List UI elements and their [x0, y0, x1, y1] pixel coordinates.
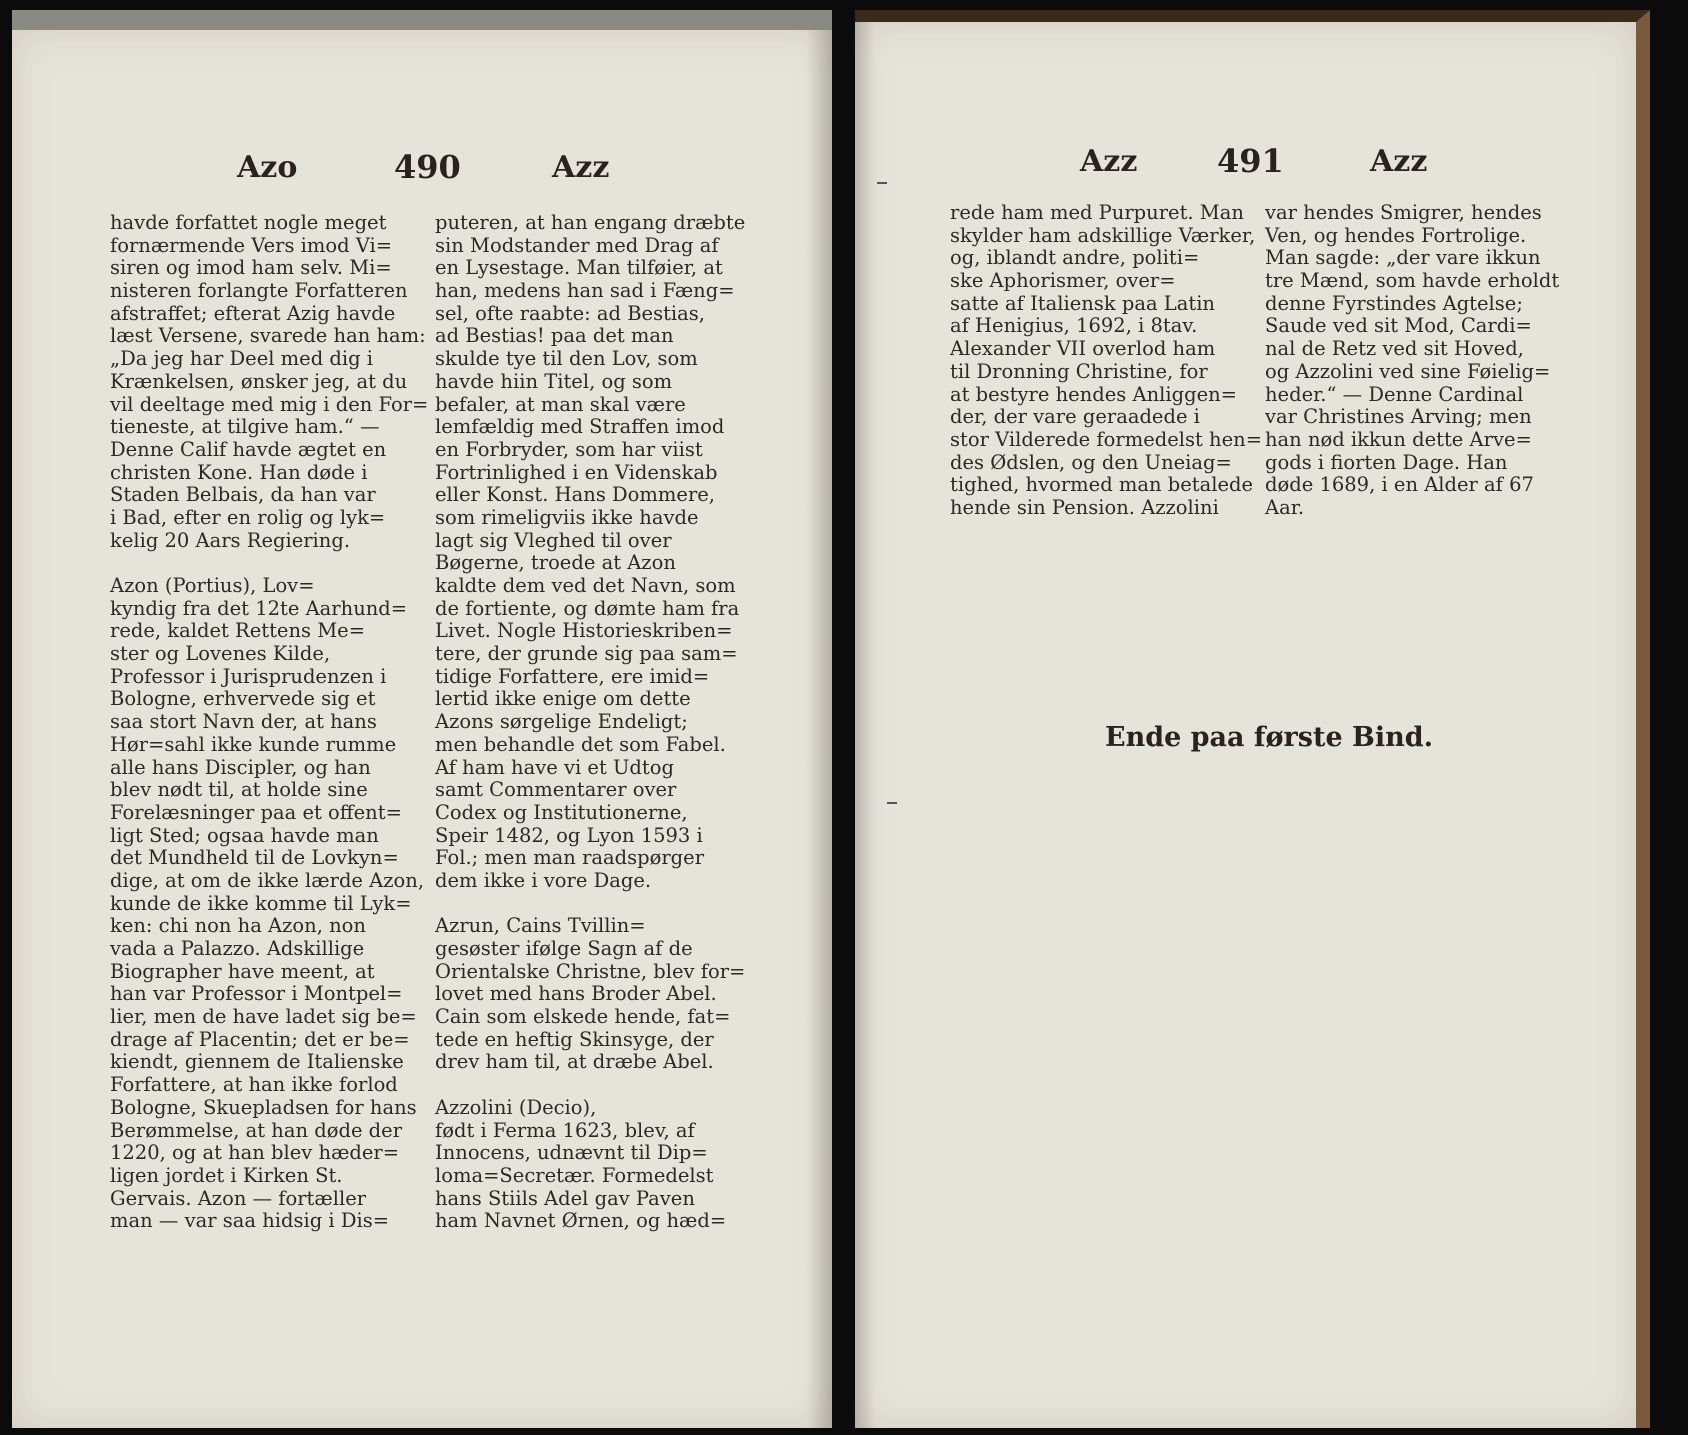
text-line: Bologne, erhvervede sig et — [110, 687, 376, 711]
text-line: vil deeltage med mig i den For= — [110, 392, 429, 416]
text-line: fornærmende Vers imod Vi= — [110, 233, 393, 257]
text-line: Azons sørgelige Endeligt; — [435, 710, 688, 734]
text-line: hans Stiils Adel gav Paven — [435, 1186, 695, 1210]
text-line: ske Aphorismer, over= — [950, 269, 1176, 293]
text-line: skulde tye til den Lov, som — [435, 347, 698, 371]
text-line: var hendes Smigrer, hendes — [1265, 201, 1542, 224]
text-line — [110, 552, 428, 575]
right-header-left: Azz — [1080, 144, 1138, 179]
text-line: kelig 20 Aars Regiering. — [110, 528, 351, 552]
text-line: afstraffet; efterat Azig havde — [110, 301, 396, 325]
text-line: døde 1689, i en Alder af 67 — [1265, 473, 1534, 497]
text-line: des Ødslen, og den Uneiag= — [950, 450, 1232, 474]
text-line: rede, kaldet Rettens Me= — [110, 619, 366, 643]
text-line: tieneste, at tilgive ham.“ — — [110, 415, 380, 439]
text-line: lemfældig med Straffen imod — [435, 415, 725, 439]
left-page-number: 490 — [394, 148, 461, 186]
text-line: tere, der grunde sig paa sam= — [435, 642, 738, 666]
text-line: christen Kone. Han døde i — [110, 460, 368, 484]
text-line: Innocens, udnævnt til Dip= — [435, 1141, 708, 1165]
text-line: dige, at om de ikke lærde Azon, — [110, 868, 425, 892]
right-page — [855, 10, 1650, 1428]
text-line: nisteren forlangte Forfatteren — [110, 279, 408, 303]
text-line: Azzolini (Decio), — [435, 1095, 597, 1119]
text-line: ken: chi non ha Azon, non — [110, 914, 366, 938]
text-line: befaler, at man skal være — [435, 392, 686, 416]
text-line: satte af Italiensk paa Latin — [950, 291, 1215, 315]
text-line: Aar. — [1265, 495, 1305, 519]
text-line: alle hans Discipler, og han — [110, 755, 371, 779]
text-line — [435, 1074, 745, 1097]
text-line: Speir 1482, og Lyon 1593 i — [435, 823, 703, 847]
text-line: Ven, og hendes Fortrolige. — [1265, 223, 1527, 247]
text-line: saa stort Navn der, at hans — [110, 710, 377, 734]
text-line: Fol.; men man raadspørger — [435, 846, 705, 870]
text-line: tede en heftig Skinsyge, der — [435, 1027, 714, 1051]
text-line: en Lysestage. Man tilføier, at — [435, 256, 723, 280]
text-line: hende sin Pension. Azzolini — [950, 495, 1219, 519]
text-line: kiendt, giennem de Italienske — [110, 1050, 404, 1074]
text-line: Man sagde: „der vare ikkun — [1265, 246, 1541, 270]
text-line: heder.“ — Denne Cardinal — [1265, 382, 1524, 406]
text-line: at bestyre hendes Anliggen= — [950, 382, 1238, 406]
text-line: Staden Belbais, da han var — [110, 483, 376, 507]
text-line: stor Vilderede formedelst hen= — [950, 427, 1263, 451]
text-line: Saude ved sit Mod, Cardi= — [1265, 314, 1532, 338]
text-line: var Christines Arving; men — [1265, 405, 1532, 429]
text-line: han, medens han sad i Fæng= — [435, 279, 735, 303]
text-line: af Henigius, 1692, i 8tav. — [950, 314, 1198, 338]
text-line: vada a Palazzo. Adskillige — [110, 937, 365, 960]
text-line: han nød ikkun dette Arve= — [1265, 427, 1532, 451]
text-line: læst Versene, svarede han ham: — [110, 324, 426, 348]
text-line: lovet med hans Broder Abel. — [435, 982, 717, 1006]
text-line: Biographer have meent, at — [110, 959, 375, 983]
text-line: en Forbryder, som har viist — [435, 437, 703, 461]
text-line: sin Modstander med Drag af — [435, 233, 719, 257]
text-line: Forelæsninger paa et offent= — [110, 800, 402, 824]
text-line: Hør=sahl ikke kunde rumme — [110, 732, 397, 756]
text-line: ad Bestias! paa det man — [435, 324, 674, 348]
text-line: men behandle det som Fabel. — [435, 732, 726, 756]
text-line: tidige Forfattere, ere imid= — [435, 664, 710, 688]
text-line: gesøster ifølge Sagn af de — [435, 937, 693, 960]
text-line: født i Ferma 1623, blev, af — [435, 1118, 695, 1142]
text-line: Livet. Nogle Historieskriben= — [435, 619, 733, 643]
text-line: kyndig fra det 12te Aarhund= — [110, 596, 408, 620]
text-line: eller Konst. Hans Dommere, — [435, 483, 716, 507]
text-line: Orientalske Christne, blev for= — [435, 959, 746, 983]
right-column-2 — [1265, 202, 1559, 520]
text-line: drev ham til, at dræbe Abel. — [435, 1050, 714, 1074]
text-line: Berømmelse, at han døde der — [110, 1118, 403, 1142]
end-of-volume-note: Ende paa første Bind. — [1105, 722, 1434, 753]
left-header-left: Azo — [237, 150, 298, 185]
text-line: havde forfattet nogle meget — [110, 211, 387, 234]
text-line: Fortrinlighed i en Videnskab — [435, 460, 718, 484]
text-line: lier, men de have ladet sig be= — [110, 1005, 417, 1029]
text-line: der, der vare geraadede i — [950, 405, 1200, 429]
text-line: ligen jordet i Kirken St. — [110, 1163, 343, 1187]
text-line: Cain som elskede hende, fat= — [435, 1005, 731, 1029]
text-line: og, iblandt andre, politi= — [950, 246, 1200, 270]
text-line: Af ham have vi et Udtog — [435, 755, 674, 779]
text-line: samt Commentarer over — [435, 778, 677, 802]
left-header-right: Azz — [552, 150, 610, 185]
text-line: 1220, og at han blev hæder= — [110, 1141, 400, 1165]
text-line: tre Mænd, som havde erholdt — [1265, 269, 1560, 293]
text-line: Codex og Institutionerne, — [435, 800, 688, 824]
text-line: dem ikke i vore Dage. — [435, 868, 652, 892]
right-page-number: 491 — [1217, 142, 1284, 180]
text-line: „Da jeg har Deel med dig i — [110, 347, 374, 371]
text-line: Professor i Jurisprudenzen i — [110, 664, 387, 688]
text-line: loma=Secretær. Formedelst — [435, 1163, 714, 1187]
text-line: Alexander VII overlod ham — [950, 337, 1216, 361]
text-line: lagt sig Vleghed til over — [435, 528, 672, 552]
text-line: ham Navnet Ørnen, og hæd= — [435, 1209, 727, 1233]
text-line: blev nødt til, at holde sine — [110, 778, 368, 802]
text-line: drage af Placentin; det er be= — [110, 1027, 410, 1051]
right-header-right: Azz — [1370, 144, 1428, 179]
text-line: Gervais. Azon — fortæller — [110, 1186, 367, 1210]
text-line: Bologne, Skuepladsen for hans — [110, 1095, 417, 1119]
text-line: ster og Lovenes Kilde, — [110, 642, 331, 666]
text-line: det Mundheld til de Lovkyn= — [110, 846, 399, 870]
text-line: kunde de ikke komme til Lyk= — [110, 891, 412, 915]
text-line: Azon (Portius), Lov= — [110, 574, 315, 597]
page-mark — [887, 802, 897, 804]
text-line: rede ham med Purpuret. Man — [950, 201, 1244, 224]
text-line: Bøgerne, troede at Azon — [435, 551, 676, 575]
text-line: gods i fiorten Dage. Han — [1265, 450, 1508, 474]
text-line: ligt Sted; ogsaa havde man — [110, 823, 379, 847]
text-line: Azrun, Cains Tvillin= — [435, 914, 646, 938]
text-line — [435, 893, 745, 916]
left-column-2 — [435, 212, 745, 1233]
text-line: lertid ikke enige om dette — [435, 687, 691, 711]
text-line: som rimeligviis ikke havde — [435, 505, 699, 529]
text-line: siren og imod ham selv. Mi= — [110, 256, 392, 280]
text-line: Denne Calif havde ægtet en — [110, 437, 387, 461]
text-line: Krænkelsen, ønsker jeg, at du — [110, 369, 408, 393]
text-line: Forfattere, at han ikke forlod — [110, 1073, 398, 1097]
right-column-1 — [950, 202, 1262, 520]
text-line: i Bad, efter en rolig og lyk= — [110, 505, 386, 529]
text-line: skylder ham adskillige Værker, — [950, 223, 1256, 247]
text-line: og Azzolini ved sine Føielig= — [1265, 359, 1551, 383]
text-line: de fortiente, og dømte ham fra — [435, 596, 740, 620]
text-line: tighed, hvormed man betalede — [950, 473, 1254, 497]
text-line: nal de Retz ved sit Hoved, — [1265, 337, 1524, 361]
text-line: han var Professor i Montpel= — [110, 982, 403, 1006]
text-line: til Dronning Christine, for — [950, 359, 1208, 383]
left-page — [12, 10, 832, 1428]
text-line: denne Fyrstindes Agtelse; — [1265, 291, 1523, 315]
page-mark — [877, 182, 887, 184]
text-line: puteren, at han engang dræbte — [435, 211, 746, 234]
text-line: kaldte dem ved det Navn, som — [435, 574, 736, 597]
text-line: havde hiin Titel, og som — [435, 369, 673, 393]
left-column-1 — [110, 212, 428, 1233]
text-line: sel, ofte raabte: ad Bestias, — [435, 301, 706, 325]
text-line: man — var saa hidsig i Dis= — [110, 1209, 390, 1233]
